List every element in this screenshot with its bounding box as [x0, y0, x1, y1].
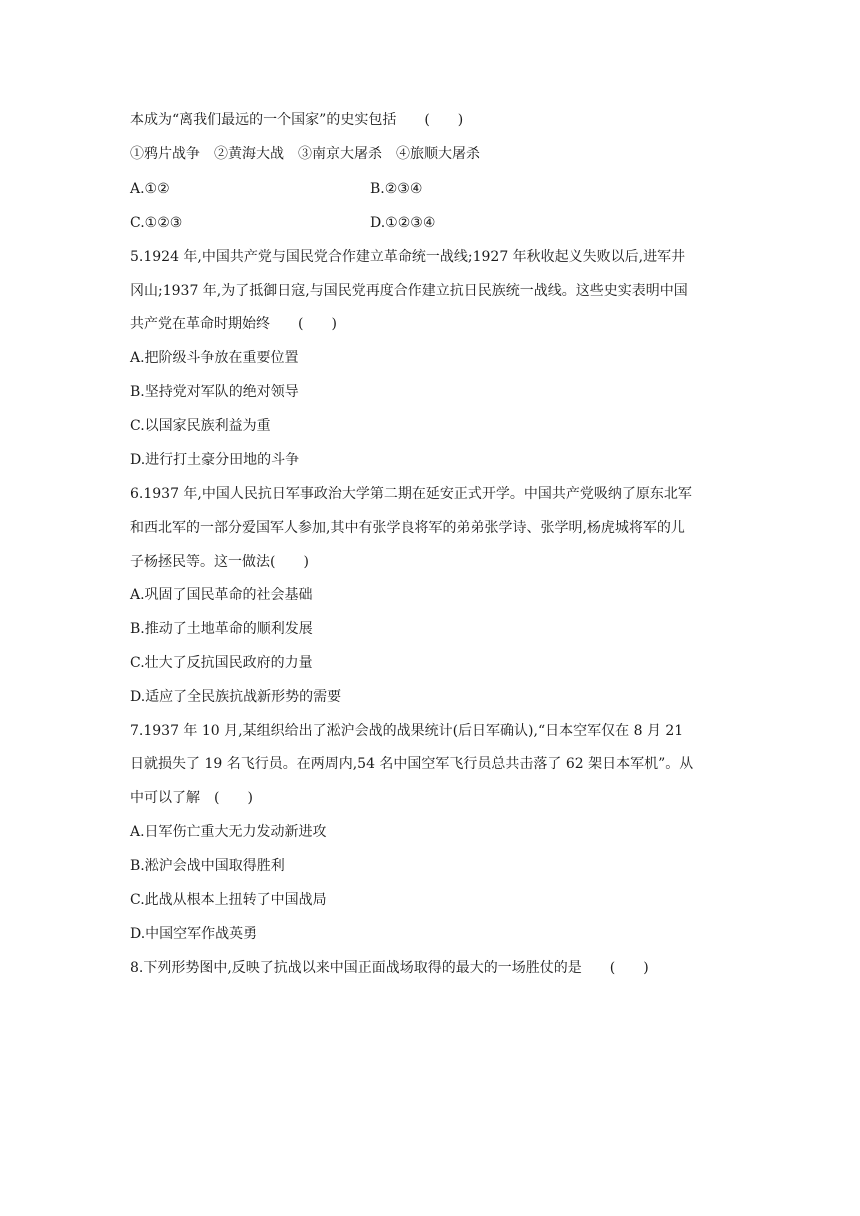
q7-stem-line1: 7.1937 年 10 月,某组织给出了淞沪会战的战果统计(后日军确认),“日本空军仅在 8 月 21	[130, 723, 684, 739]
q4-option-a: A.①②	[130, 181, 170, 197]
q5-stem-line1: 5.1924 年,中国共产党与国民党合作建立革命统一战线;1927 年秋收起义失败以后,进军井	[130, 249, 686, 265]
q4-option-d: D.①②③④	[370, 215, 436, 231]
q7-stem-line2: 日就损失了 19 名飞行员。在两周内,54 名中国空军飞行员总共击落了 62 架日本军机”。从	[130, 756, 694, 772]
q6-stem-line1: 6.1937 年,中国人民抗日军事政治大学第二期在延安正式开学。中国共产党吸纳了原东北军	[130, 486, 692, 502]
q8-stem-line1: 8.下列形势图中,反映了抗战以来中国正面战场取得的最大的一场胜仗的是 ( )	[130, 960, 649, 976]
q4-stem-tail: 本成为“离我们最远的一个国家”的史实包括 ( )	[130, 112, 464, 128]
q5-option-a: A.把阶级斗争放在重要位置	[130, 350, 299, 366]
q5-option-d: D.进行打土豪分田地的斗争	[130, 452, 300, 468]
q5-stem-line3: 共产党在革命时期始终 ( )	[130, 316, 337, 332]
q7-option-a: A.日军伤亡重大无力发动新进攻	[130, 824, 327, 840]
q6-stem-line2: 和西北军的一部分爱国军人参加,其中有张学良将军的弟弟张学诗、张学明,杨虎城将军的儿	[130, 520, 685, 536]
q7-option-d: D.中国空军作战英勇	[130, 926, 258, 942]
q7-option-c: C.此战从根本上扭转了中国战局	[130, 892, 327, 908]
q6-option-a: A.巩固了国民革命的社会基础	[130, 587, 313, 603]
q6-option-b: B.推动了土地革命的顺利发展	[130, 621, 313, 637]
q7-option-b: B.淞沪会战中国取得胜利	[130, 858, 285, 874]
q6-option-c: C.壮大了反抗国民政府的力量	[130, 655, 313, 671]
q5-stem-line2: 冈山;1937 年,为了抵御日寇,与国民党再度合作建立抗日民族统一战线。这些史实表明中国	[130, 283, 688, 299]
q6-option-d: D.适应了全民族抗战新形势的需要	[130, 689, 342, 705]
q4-items: ①鸦片战争 ②黄海大战 ③南京大屠杀 ④旅顺大屠杀	[130, 146, 480, 162]
q4-option-c: C.①②③	[130, 215, 183, 231]
q5-option-b: B.坚持党对军队的绝对领导	[130, 384, 299, 400]
q5-option-c: C.以国家民族利益为重	[130, 418, 271, 434]
q4-option-b: B.②③④	[370, 181, 423, 197]
q6-stem-line3: 子杨拯民等。这一做法( )	[130, 554, 309, 570]
q7-stem-line3: 中可以了解 ( )	[130, 790, 253, 806]
